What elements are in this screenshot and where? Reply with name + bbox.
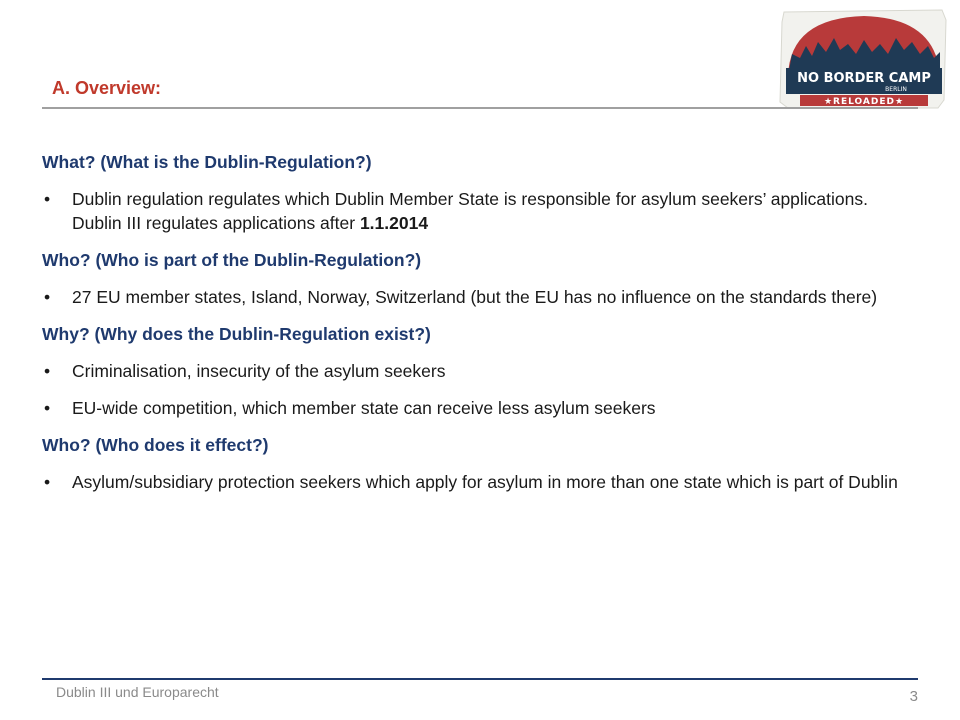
title-divider	[42, 107, 918, 109]
bullet-icon: •	[44, 398, 51, 418]
bullet-item	[42, 396, 912, 420]
logo-text-main: NO BORDER CAMP	[797, 71, 931, 86]
bullet-text: 27 EU member states, Island, Norway, Switzerland (but the EU has no influence on the standards there)	[72, 287, 878, 307]
slide-title: A. Overview:	[52, 78, 162, 98]
page-number: 3	[909, 688, 918, 705]
bullet-text: Asylum/subsidiary protection seekers which apply for asylum in more than one state which is part of Dublin	[72, 472, 898, 492]
bullet-text: EU-wide competition, which member state can receive less asylum seekers	[72, 398, 656, 418]
section-heading: What? (What is the Dublin-Regulation?)	[42, 152, 372, 172]
bullet-item	[42, 359, 912, 383]
bullet-text-bold: 1.1.2014	[359, 213, 429, 233]
bullet-item	[42, 470, 912, 494]
bullet-icon: •	[44, 287, 51, 307]
bullet-item	[42, 285, 912, 309]
footer-divider	[42, 678, 918, 680]
bullet-item	[42, 187, 912, 235]
section-heading: Who? (Who is part of the Dublin-Regulation?)	[42, 250, 422, 270]
bullet-text: Criminalisation, insecurity of the asylum seekers	[72, 361, 446, 381]
section-heading: Who? (Who does it effect?)	[42, 435, 269, 455]
bullet-icon: •	[44, 472, 51, 492]
bullet-icon: •	[44, 189, 51, 209]
footer-caption: Dublin III und Europarecht	[56, 684, 219, 700]
bullet-text: Dublin regulation regulates which Dublin Member State is responsible for asylum seekers’ applications. Dublin III regulates applications after	[72, 189, 868, 233]
logo-text-city: BERLIN	[885, 86, 907, 93]
section-heading: Why? (Why does the Dublin-Regulation exist?)	[42, 324, 431, 344]
bullet-icon: •	[44, 361, 51, 381]
slide-body	[42, 150, 912, 507]
no-border-camp-logo	[778, 8, 948, 110]
logo-text-reloaded: ★RELOADED★	[823, 97, 905, 107]
